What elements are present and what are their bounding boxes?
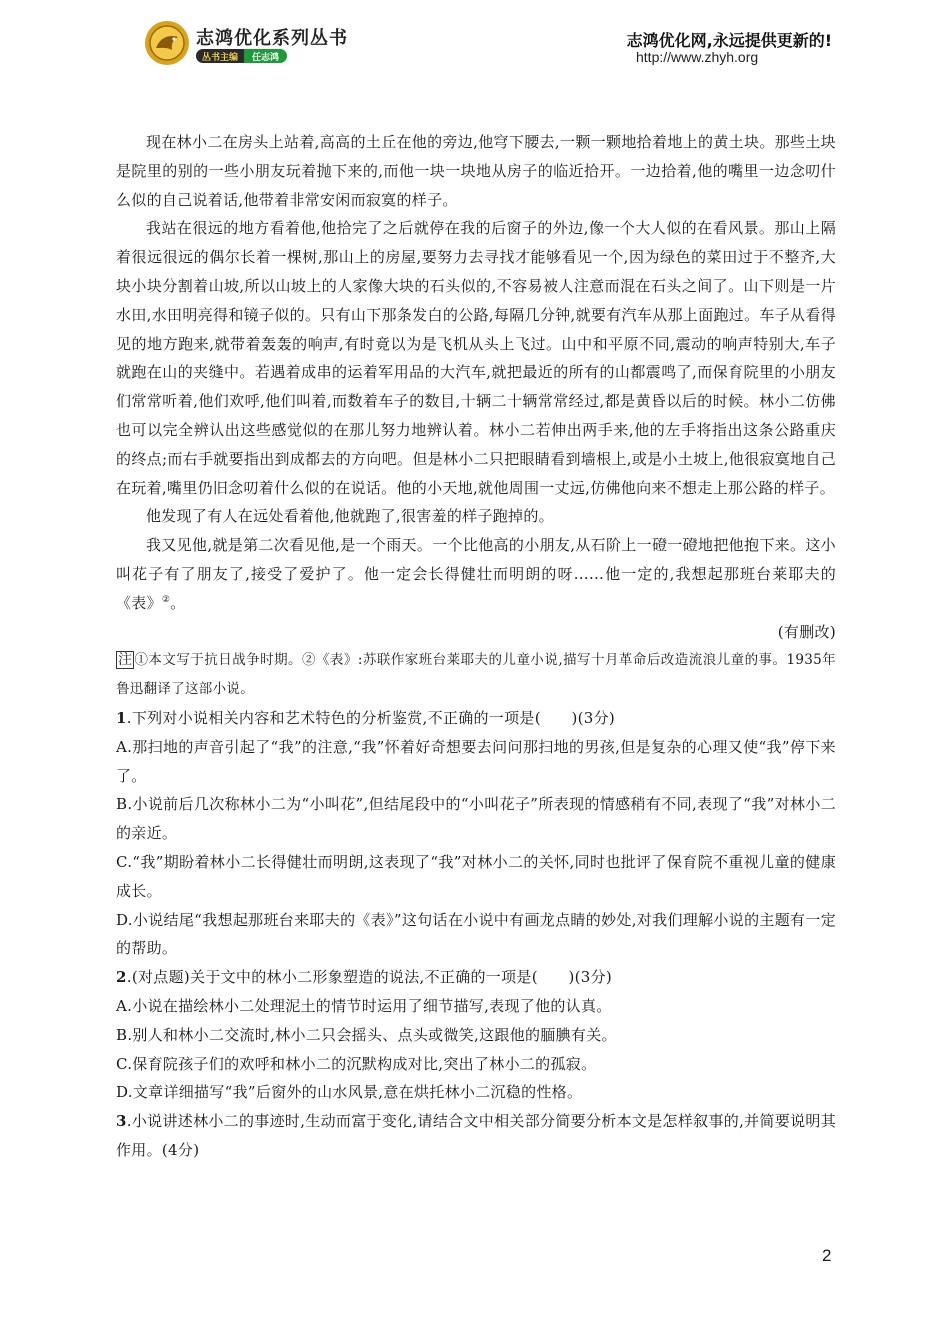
footnote: [116, 646, 836, 704]
document-body: [116, 128, 836, 1165]
option-b: B.别人和林小二交流时,林小二只会摇头、点头或微笑,这跟他的腼腆有关。: [116, 1025, 617, 1044]
series-title: 志鸿优化系列丛书: [196, 28, 348, 49]
editor-name: 任志鸿: [244, 49, 287, 63]
question-number: 2: [116, 968, 127, 987]
question-text: .小说讲述林小二的事迹时,生动而富于变化,请结合文中相关部分简要分析本文是怎样叙事的,并简要说明其作用。(4分): [116, 1112, 836, 1159]
option-b: B.小说前后几次称林小二为“小叫花”,但结尾段中的“小叫花子”所表现的情感稍有不同,表现了“我”对林小二的亲近。: [116, 795, 836, 843]
attribution: (有删改): [777, 622, 836, 641]
option-c: C.保育院孩子们的欢呼和林小二的沉默构成对比,突出了林小二的孤寂。: [116, 1054, 597, 1073]
editor-label: 丛书主编: [196, 49, 244, 63]
question-2: [116, 963, 836, 1107]
passage-paragraph: 我站在很远的地方看着他,他拾完了之后就停在我的后窗子的外边,像一个大人似的在看风景。那山上隔着很远很远的偶尔长着一棵树,那山上的房屋,要努力去寻找才能够看见一个,因为绿色的菜田过于不整齐,大块小块分割着山坡,所以山坡上的人家像大块的石头似的,不容易被人注意而混在石头之间了。山下则是一片水田,水田明亮得和镜子似的。只有山下那条发白的公路,每隔几分钟,就要有汽车从那上面跑过。车子从看得见的地方跑来,就带着轰轰的响声,有时竟以为是飞机从头上飞过。山中和平原不同,震动的响声特别大,车子就跑在山的夹缝中。若遇着成串的运着军用品的大汽车,就把最近的所有的山都震鸣了,而保育院里的小朋友们常常听着,他们欢呼,他们叫着,而数着车子的数目,十辆二十辆常常经过,都是黄昏以后的时候。林小二仿佛也可以完全辨认出这些感觉似的在那儿努力地辨认着。林小二若伸出两手来,他的左手将指出这条公路重庆的终点;而右手就要指出到成都去的方向吧。但是林小二只把眼睛看到墙根上,或是小土坡上,他很寂寞地自己在玩着,嘴里仍旧念叨着什么似的在说话。他的小天地,就他周围一丈远,仿佛他向来不想走上那公路的样子。: [116, 219, 836, 497]
question-1: [116, 704, 836, 963]
question-3: [116, 1107, 836, 1165]
paragraph-end: 。: [170, 593, 186, 612]
passage-paragraph: 他发现了有人在远处看着他,他就跑了,很害羞的样子跑掉的。: [146, 507, 554, 526]
note-label: 注: [118, 652, 133, 669]
page-header: [0, 0, 950, 80]
note-text: ①本文写于抗日战争时期。②《表》:苏联作家班台莱耶夫的儿童小说,描写十月革命后改造流浪儿童的事。1935年鲁迅翻译了这部小说。: [116, 652, 836, 698]
paragraph-text: 我又见他,就是第二次看见他,是一个雨天。一个比他高的小朋友,从石阶上一磴一磴地把他抱下来。这小叫花子有了朋友了,接受了爱护了。他一定会长得健壮而明朗的呀……他一定的,我想起那班台莱耶夫的《表》: [116, 536, 836, 612]
site-url[interactable]: http://www.zhyh.org: [636, 49, 759, 65]
site-slogan: 志鸿优化网,永远提供更新的!: [626, 31, 832, 50]
passage-paragraph: [116, 531, 836, 617]
option-d: D.小说结尾“我想起那班台来耶夫的《表》”这句话在小说中有画龙点睛的妙处,对我们理解小说的主题有一定的帮助。: [116, 910, 836, 958]
footnote-marker: ②: [161, 594, 171, 605]
option-c: C.“我”期盼着林小二长得健壮而明朗,这表现了“我”对林小二的关怀,同时也批评了保育院不重视儿童的健康成长。: [116, 852, 836, 900]
question-number: 3: [116, 1112, 127, 1131]
editor-tag: [196, 49, 287, 63]
question-stem: [116, 963, 836, 992]
page-number: 2: [822, 1246, 832, 1265]
option-a: A.那扫地的声音引起了“我”的注意,“我”怀着好奇想要去问问那扫地的男孩,但是复杂的心理又使“我”停下来了。: [116, 737, 836, 785]
question-stem: [116, 1107, 836, 1165]
option-a: A.小说在描绘林小二处理泥土的情节时运用了细节描写,表现了他的认真。: [116, 996, 612, 1015]
publisher-logo-icon: [144, 20, 190, 66]
question-number: 1: [116, 708, 127, 727]
question-stem: [116, 704, 836, 733]
option-d: D.文章详细描写“我”后窗外的山水风景,意在烘托林小二沉稳的性格。: [116, 1083, 583, 1102]
passage-paragraph: 现在林小二在房头上站着,高高的土丘在他的旁边,他穹下腰去,一颗一颗地拾着地上的黄土块。那些土块是院里的别的一些小朋友玩着抛下来的,而他一块一块地从房子的临近拾开。一边拾着,他的嘴里一边念叨什么似的自己说着话,他带着非常安闲而寂寞的样子。: [116, 133, 836, 209]
question-text: .(对点题)关于文中的林小二形象塑造的说法,不正确的一项是( )(3分): [126, 968, 613, 987]
question-text: .下列对小说相关内容和艺术特色的分析鉴赏,不正确的一项是( )(3分): [126, 708, 616, 727]
